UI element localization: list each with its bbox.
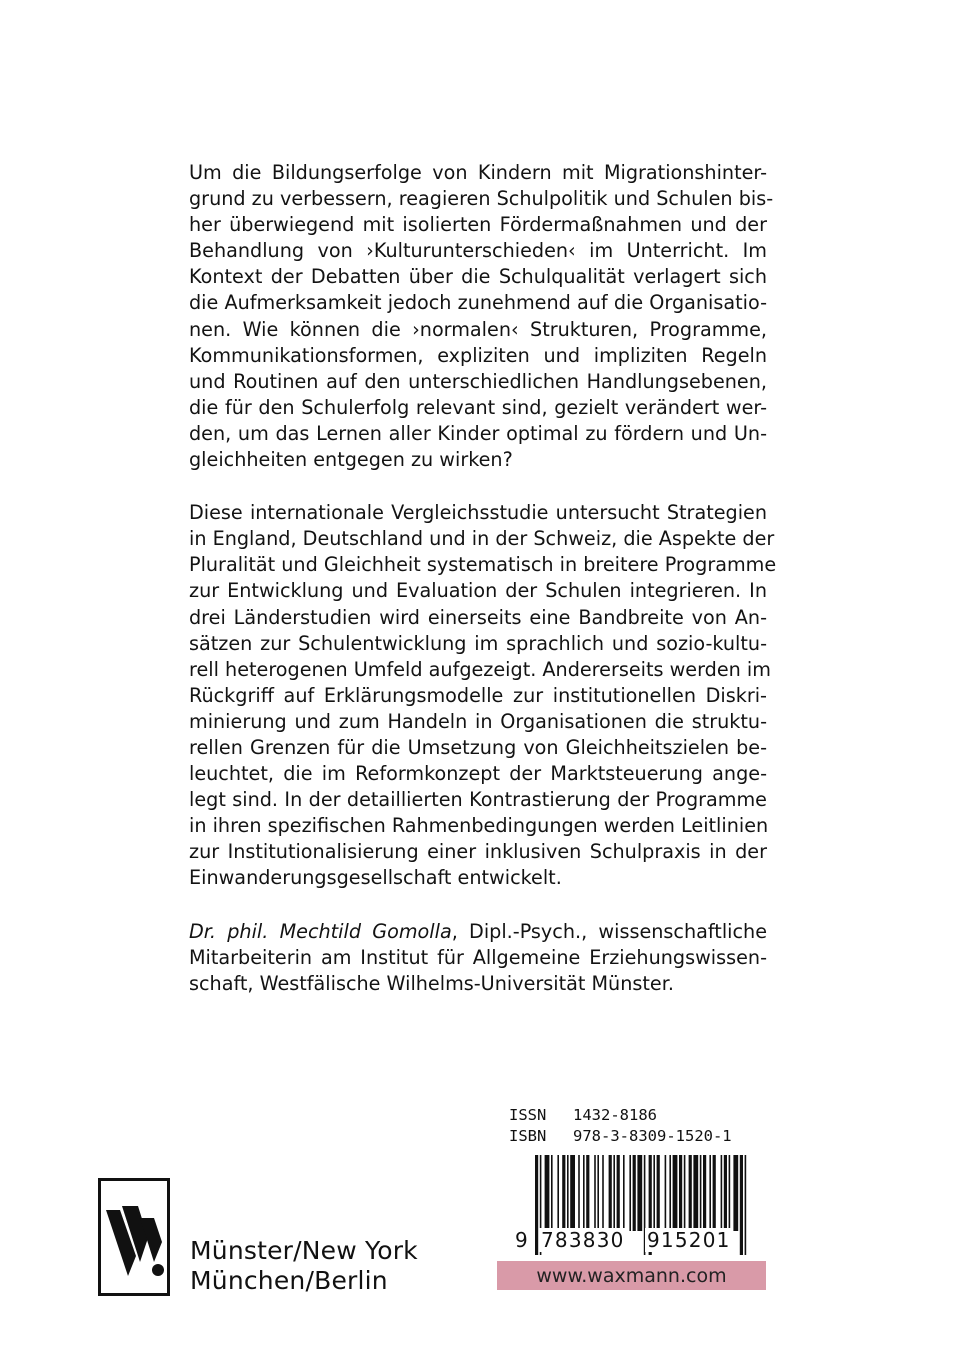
barcode-bar (657, 1155, 660, 1231)
text-line: und Routinen auf den unterschiedlichen Handlungsebenen, (189, 369, 767, 393)
text-line: Diese internationale Vergleichsstudie untersucht Strategien (189, 501, 767, 525)
text-line: gleichheiten entgegen zu wirken? (189, 448, 513, 472)
barcode-bar (623, 1155, 625, 1231)
issn-label: ISSN (509, 1106, 547, 1124)
barcode-bar (669, 1155, 671, 1231)
text-line: in ihren spezifischen Rahmenbedingungen werden Leitlinien (189, 814, 769, 838)
barcode-bar (594, 1155, 596, 1231)
barcode-bar (570, 1155, 575, 1231)
barcode-bar (689, 1155, 692, 1231)
logo-mark (98, 1178, 170, 1296)
barcode-bar (724, 1155, 727, 1231)
text-line: in England, Deutschland und in der Schweiz, die Aspekte der (189, 527, 775, 551)
publisher-locations-line1: Münster/New York (190, 1236, 418, 1265)
text-line: rell heterogenen Umfeld aufgezeigt. Andererseits werden im (189, 657, 771, 681)
publisher-locations-line2: München/Berlin (190, 1266, 388, 1295)
barcode-group-left: 783830 (541, 1228, 625, 1252)
text-line: rellen Grenzen für die Umsetzung von Gleichheitszielen be- (189, 735, 767, 759)
barcode-group-right: 915201 (647, 1228, 731, 1252)
text-line: Mitarbeiterin am Institut für Allgemeine Erziehungswissen- (189, 945, 767, 969)
author-credentials: , Dipl.-Psych., wissenschaftliche (451, 919, 767, 943)
paragraph-intro (189, 160, 774, 473)
text-line: zur Entwicklung und Evaluation der Schulen integrieren. In (189, 579, 767, 603)
barcode-bar (633, 1155, 636, 1231)
barcode-bar (673, 1155, 678, 1231)
barcode-bar (609, 1155, 612, 1231)
barcode-first-digit: 9 (515, 1228, 529, 1252)
isbn-value: 978-3-8309-1520-1 (573, 1127, 732, 1145)
text-line: zur Institutionalisierung einer inklusiven Schulpraxis in der (189, 840, 767, 864)
waxmann-logo-icon (98, 1178, 170, 1296)
text-line (189, 919, 767, 945)
barcode-bar (700, 1155, 702, 1231)
publisher-url: www.waxmann.com (497, 1261, 766, 1290)
barcode-bar (709, 1155, 711, 1231)
text-line: Pluralität und Gleichheit systematisch in breitere Programme (189, 553, 777, 577)
text-line: grund zu verbessern, reagieren Schulpolitik und Schulen bis- (189, 187, 774, 211)
text-line: sätzen zur Schulentwicklung im sprachlich und sozio-kultu- (189, 631, 767, 655)
barcode-bar (567, 1155, 569, 1231)
barcode-bar (679, 1155, 682, 1231)
barcode-bar (562, 1155, 565, 1231)
barcode-bar (613, 1155, 615, 1231)
barcode-bar (684, 1155, 686, 1231)
barcode-bar (535, 1155, 538, 1255)
text-line: Um die Bildungserfolge von Kindern mit Migrationshinter- (189, 161, 767, 184)
isbn-row (509, 1126, 732, 1147)
text-line: die für den Schulerfolg relevant sind, gezielt verändert wer- (189, 395, 767, 419)
barcode-bar (637, 1155, 642, 1231)
text-line: Kommunikationsformen, expliziten und impliziten Regeln (189, 343, 767, 367)
issn-row (509, 1105, 732, 1126)
barcode-bar (693, 1155, 698, 1231)
paragraph-study (189, 500, 777, 891)
barcode-bar (545, 1155, 550, 1231)
text-line: drei Länderstudien wird einerseits eine Bandbreite von An- (189, 605, 767, 629)
barcode-bar (583, 1155, 585, 1231)
blurb-text (189, 160, 777, 997)
paragraph-author (189, 919, 767, 997)
barcode-bar (729, 1155, 731, 1231)
barcode-bar (629, 1155, 631, 1231)
barcode-bar (602, 1155, 604, 1231)
author-name: Dr. phil. Mechtild Gomolla (189, 919, 452, 943)
barcode-bar (713, 1155, 716, 1231)
text-line: nen. Wie können die ›normalen‹ Strukturen, Programme, (189, 317, 767, 341)
text-line: minierung und zum Handeln in Organisationen die struktu- (189, 709, 767, 733)
barcode-bar (586, 1155, 589, 1231)
text-line: her überwiegend mit isolierten Fördermaßnahmen und der (189, 213, 767, 237)
isbn-label: ISBN (509, 1127, 547, 1145)
barcode-bar (653, 1155, 655, 1231)
barcode-bar (617, 1155, 620, 1231)
text-line: Kontext der Debatten über die Schulqualität verlagert sich (189, 265, 767, 289)
text-line: Rückgriff auf Erklärungsmodelle zur institutionellen Diskri- (189, 683, 767, 707)
barcode-bar (597, 1155, 599, 1231)
issn-value: 1432-8186 (573, 1106, 657, 1124)
text-line: Behandlung von ›Kulturunterschieden‹ im Unterricht. Im (189, 239, 767, 263)
barcode-bar (578, 1155, 580, 1231)
text-line: legt sind. In der detaillierten Kontrastierung der Programme (189, 788, 767, 812)
text-line: leuchtet, die im Reformkonzept der Marktsteuerung ange- (189, 762, 767, 786)
barcode-bar (557, 1155, 559, 1231)
barcode-bar (721, 1155, 723, 1231)
barcode-bar (665, 1155, 667, 1231)
text-line: Einwanderungsgesellschaft entwickelt. (189, 866, 562, 890)
barcode-bar (740, 1155, 743, 1255)
text-line: schaft, Westfälische Wilhelms-Universität Münster. (189, 971, 674, 995)
barcode-bar (703, 1155, 706, 1231)
barcode-bar (745, 1155, 747, 1255)
text-line: den, um das Lernen aller Kinder optimal zu fördern und Un- (189, 421, 767, 445)
barcode-bar (551, 1155, 553, 1231)
text-line: die Aufmerksamkeit jedoch zunehmend auf die Organisatio- (189, 291, 767, 315)
barcode-bar (733, 1155, 738, 1231)
identifier-codes (509, 1105, 732, 1147)
